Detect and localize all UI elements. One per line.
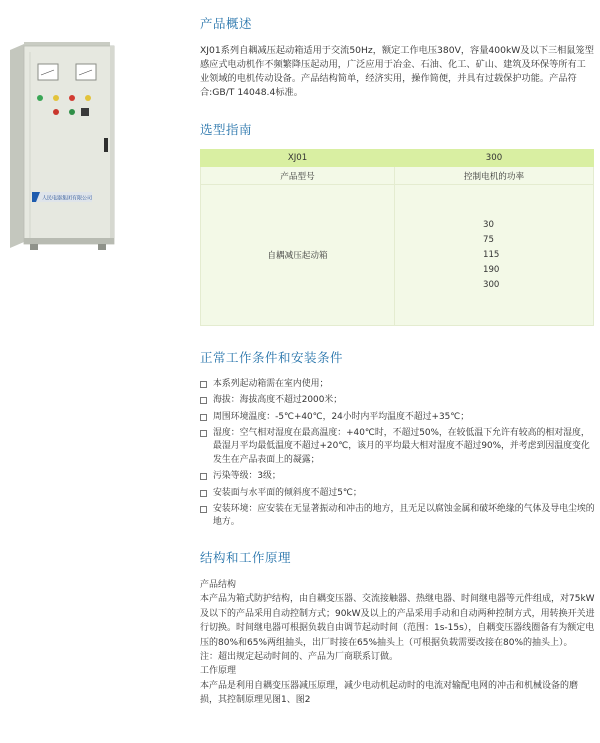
structure-text: 本产品为箱式防护结构，由自耦变压器、交流接触器、热继电器、时间继电器等元件组成，对75kW及以下的产品采用自动控制方式；90kW及以上的产品采用手动和自动两种控制方式，用转换开关进行切换。时间继电器可根据负载自由调节起动时间（范围：1s-15s），自耦变压器线圈备有为额定电压的80%和65%两组抽头，出厂时接在65%抽头上（可根据负载需要改接在80%的抽头上）。 (200, 594, 595, 648)
overview-text: XJ01系列自耦减压起动箱适用于交流50Hz，额定工作电压380V，容量400kW及以下三相鼠笼型感应式电动机作不频繁降压起动用，广泛应用于冶金、石油、化工、矿山、建筑及环保等所有工业领域的电机传动设备。产品结构简单，经济实用，操作简便，并具有过载保护功能。产品符合:GB/T 14048.4标准。 (200, 45, 594, 98)
list-item-text: 湿度：空气相对湿度在最高温度：+40℃时，不超过50%，在较低温下允许有较高的相对湿度，最湿月平均最低温度不超过+20℃，该月的平均最大相对湿度不超过90%，并考虑到因温度变化发生在产品表面上的凝露； (213, 427, 590, 466)
table-subheader-row (201, 167, 594, 185)
structure-title: 结构和工作原理 (200, 550, 292, 565)
list-item-text: 安装面与水平面的倾斜度不超过5℃； (213, 487, 362, 498)
indicator-light-red (69, 95, 75, 101)
list-item-text: 周围环境温度：-5℃+40℃，24小时内平均温度不超过+35℃； (213, 411, 470, 422)
brand-plate-text: 人民电器集团有限公司 (42, 195, 93, 202)
power-value: 30 (483, 219, 494, 230)
table-header-row (201, 150, 594, 167)
checkbox-bullet-icon (200, 381, 207, 388)
list-item (200, 470, 595, 484)
table-cell-powers (395, 185, 594, 326)
list-item-text: 海拔：海拔高度不超过2000米； (213, 395, 343, 406)
indicator-light-yellow-2 (85, 95, 91, 101)
table-header-value: 300 (395, 150, 594, 167)
structure-note: 注：超出规定起动时间的、产品为厂商联系订做。 (200, 652, 399, 663)
power-value: 190 (483, 264, 500, 275)
list-item-text: 本系列起动箱需在室内使用； (213, 379, 329, 389)
structure-body (200, 578, 595, 708)
button-green (69, 109, 75, 115)
table-header-model: XJ01 (201, 150, 395, 167)
principle-subheading: 工作原理 (200, 666, 237, 677)
table-subheader-model: 产品型号 (201, 167, 395, 185)
overview-title: 产品概述 (200, 16, 253, 31)
indicator-light-yellow (53, 95, 59, 101)
list-item (200, 378, 595, 392)
structure-subheading: 产品结构 (200, 580, 237, 590)
list-item (200, 503, 595, 530)
list-item (200, 487, 595, 501)
table-row (201, 185, 594, 326)
table-subheader-power: 控制电机的功率 (395, 167, 594, 185)
list-item-text: 污染等级：3级； (213, 471, 281, 482)
checkbox-bullet-icon (200, 490, 207, 497)
checkbox-bullet-icon (200, 506, 207, 513)
power-value: 300 (483, 279, 500, 290)
selection-title: 选型指南 (200, 122, 253, 137)
power-value: 115 (483, 249, 500, 260)
selector-switch (81, 108, 89, 116)
list-item (200, 427, 595, 468)
list-item-text: 安装环境：应安装在无显著振动和冲击的地方，且无足以腐蚀金属和破坏绝缘的气体及导电尘埃的地方。 (213, 503, 595, 528)
conditions-title: 正常工作条件和安装条件 (200, 350, 344, 365)
list-item (200, 394, 595, 408)
selection-table (200, 149, 594, 326)
list-item (200, 411, 595, 425)
checkbox-bullet-icon (200, 473, 207, 480)
power-value: 75 (483, 234, 494, 245)
checkbox-bullet-icon (200, 430, 207, 437)
checkbox-bullet-icon (200, 397, 207, 404)
principle-text: 本产品是利用自耦变压器减压原理，减少电动机起动时的电流对输配电网的冲击和机械设备的磨损，其控制原理见图1、图2 (200, 680, 579, 706)
conditions-list (200, 378, 595, 533)
checkbox-bullet-icon (200, 414, 207, 421)
button-red (53, 109, 59, 115)
indicator-light-green (37, 95, 43, 101)
table-cell-product-name: 自耦减压起动箱 (201, 185, 395, 326)
door-handle-icon (104, 138, 108, 152)
product-cabinet-image (10, 42, 125, 252)
